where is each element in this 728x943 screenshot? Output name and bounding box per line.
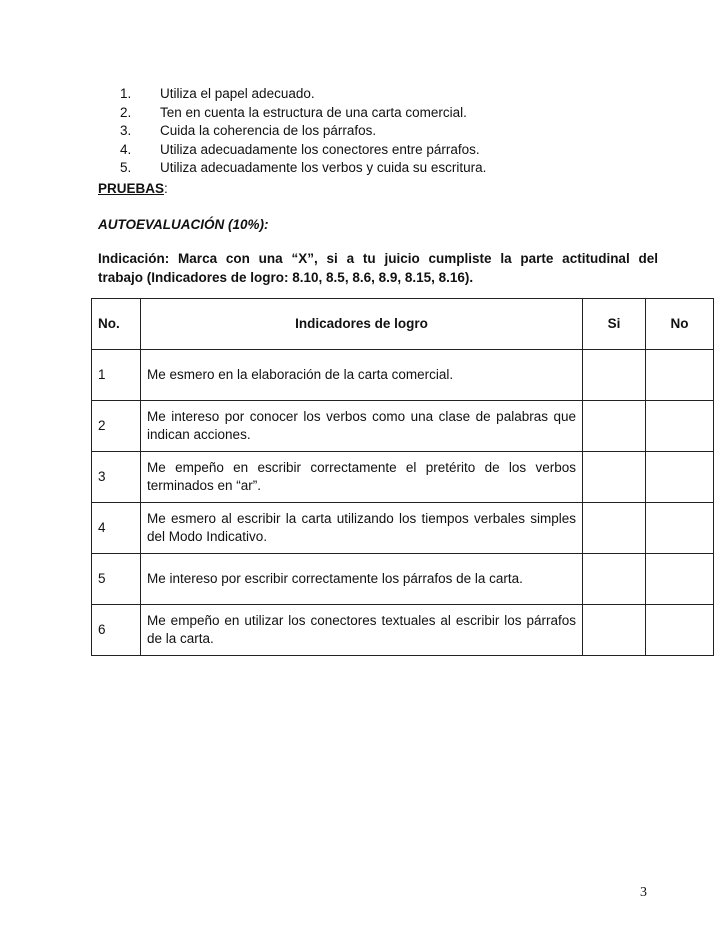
table-row	[92, 401, 714, 452]
si-checkbox-cell[interactable]	[583, 401, 646, 452]
table-header-row	[92, 299, 714, 350]
list-item	[108, 122, 486, 141]
list-item-text: Utiliza adecuadamente los verbos y cuida su escritura.	[160, 160, 487, 175]
si-checkbox-cell[interactable]	[583, 605, 646, 656]
row-indicator: Me esmero en la elaboración de la carta comercial.	[141, 350, 583, 401]
row-indicator: Me empeño en escribir correctamente el pretérito de los verbos terminados en “ar”.	[141, 452, 583, 503]
table-row	[92, 350, 714, 401]
instruction-paragraph	[98, 249, 658, 287]
si-checkbox-cell[interactable]	[583, 350, 646, 401]
list-item-text: Utiliza el papel adecuado.	[160, 86, 315, 101]
autoevaluacion-heading: AUTOEVALUACIÓN (10%):	[98, 217, 269, 232]
si-checkbox-cell[interactable]	[583, 452, 646, 503]
si-checkbox-cell[interactable]	[583, 503, 646, 554]
no-checkbox-cell[interactable]	[646, 350, 714, 401]
table-row	[92, 503, 714, 554]
table-row	[92, 452, 714, 503]
list-item-number: 3.	[120, 123, 132, 138]
row-number: 6	[92, 605, 141, 656]
achievement-indicators-table	[91, 298, 714, 656]
list-item-number: 2.	[120, 104, 132, 120]
page-number: 3	[640, 885, 647, 900]
row-number: 2	[92, 401, 141, 452]
header-indicadores: Indicadores de logro	[141, 299, 583, 350]
pruebas-heading	[98, 181, 168, 196]
instruction-line-2: trabajo (Indicadores de logro: 8.10, 8.5, 8.6, 8.9, 8.15, 8.16).	[98, 270, 474, 285]
no-checkbox-cell[interactable]	[646, 554, 714, 605]
criteria-list	[108, 85, 486, 178]
header-no-answer: No	[646, 299, 714, 350]
table-row	[92, 605, 714, 656]
header-no: No.	[92, 299, 141, 350]
pruebas-label: PRUEBAS	[98, 181, 165, 196]
list-item-number: 4.	[120, 141, 132, 157]
si-checkbox-cell[interactable]	[583, 554, 646, 605]
row-number: 4	[92, 503, 141, 554]
list-item-number: 1.	[120, 86, 132, 101]
row-number: 1	[92, 350, 141, 401]
no-checkbox-cell[interactable]	[646, 605, 714, 656]
header-si: Si	[583, 299, 646, 350]
list-item	[108, 104, 486, 123]
row-indicator: Me esmero al escribir la carta utilizando los tiempos verbales simples del Modo Indicativo.	[141, 503, 583, 554]
list-item-text: Utiliza adecuadamente los conectores entre párrafos.	[160, 141, 480, 157]
list-item-text: Ten en cuenta la estructura de una carta comercial.	[160, 104, 467, 120]
table-row	[92, 554, 714, 605]
list-item-text: Cuida la coherencia de los párrafos.	[160, 123, 377, 138]
instruction-line-1: Indicación: Marca con una “X”, si a tu juicio cumpliste la parte actitudinal del	[98, 251, 658, 266]
row-indicator: Me intereso por conocer los verbos como una clase de palabras que indican acciones.	[141, 401, 583, 452]
row-number: 5	[92, 554, 141, 605]
no-checkbox-cell[interactable]	[646, 401, 714, 452]
list-item	[108, 85, 486, 104]
pruebas-suffix: :	[164, 181, 168, 196]
list-item	[108, 159, 486, 178]
row-indicator: Me intereso por escribir correctamente los párrafos de la carta.	[141, 554, 583, 605]
list-item	[108, 141, 486, 160]
no-checkbox-cell[interactable]	[646, 503, 714, 554]
row-indicator: Me empeño en utilizar los conectores textuales al escribir los párrafos de la carta.	[141, 605, 583, 656]
row-number: 3	[92, 452, 141, 503]
no-checkbox-cell[interactable]	[646, 452, 714, 503]
list-item-number: 5.	[120, 160, 132, 175]
